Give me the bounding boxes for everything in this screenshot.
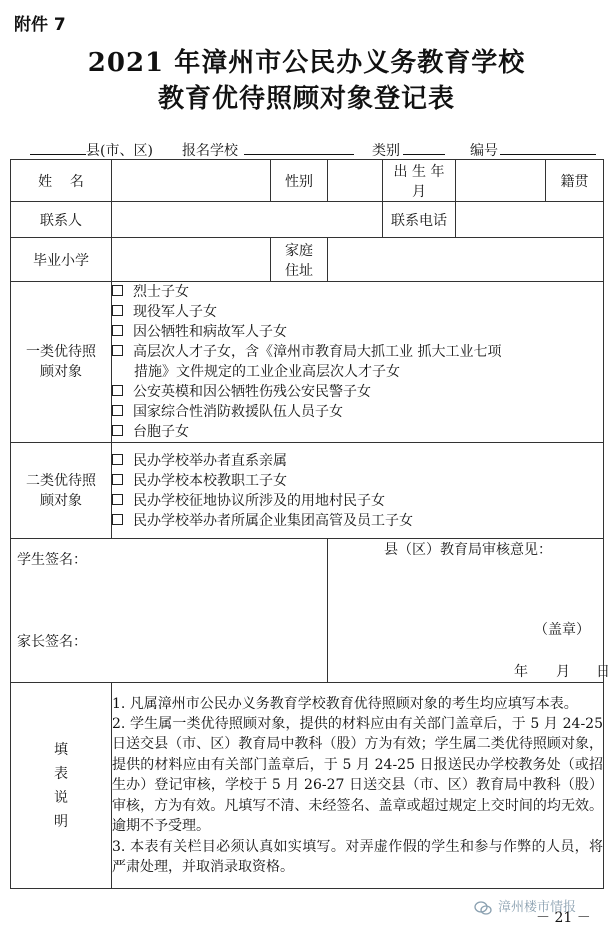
number-field[interactable] bbox=[500, 140, 596, 159]
registration-table bbox=[10, 159, 610, 889]
option-fallen-soldier-children[interactable]: 因公牺牲和病故军人子女 bbox=[112, 322, 603, 342]
county-field[interactable] bbox=[30, 140, 86, 159]
checkbox[interactable] bbox=[112, 474, 123, 485]
category2-options bbox=[112, 443, 604, 539]
phone-input[interactable] bbox=[456, 202, 604, 238]
document-title: 2021 年漳州市公民办义务教育学校 bbox=[87, 48, 526, 78]
year-label: 年 bbox=[514, 664, 528, 680]
checkbox[interactable] bbox=[112, 285, 123, 296]
day-label: 日 bbox=[596, 664, 610, 680]
birth-label bbox=[383, 160, 456, 202]
notes-label-char: 填 bbox=[54, 741, 68, 758]
parent-signature-label: 家长签名： bbox=[17, 634, 87, 650]
document-subtitle: 教育优待照顾对象登记表 bbox=[157, 84, 455, 114]
category1-label-line1: 一类优待照 bbox=[26, 344, 96, 360]
bureau-review-label: 县（区）教育局审核意见： bbox=[384, 542, 552, 558]
number-label: 编号 bbox=[470, 143, 498, 159]
contact-label: 联系人 bbox=[11, 202, 112, 238]
notes-content bbox=[112, 683, 604, 889]
category-label: 类别 bbox=[372, 143, 400, 159]
page-number: － 21 － bbox=[536, 910, 591, 926]
option-staff-children[interactable]: 民办学校本校教职工子女 bbox=[112, 471, 603, 491]
notes-label-char: 表 bbox=[54, 765, 68, 782]
category2-label bbox=[11, 443, 112, 539]
checkbox[interactable] bbox=[112, 454, 123, 465]
county-label: 县(市、区) bbox=[86, 143, 153, 159]
address-label-line2: 住址 bbox=[285, 262, 313, 279]
option-firefighter-children[interactable]: 国家综合性消防救援队伍人员子女 bbox=[112, 402, 603, 422]
bureau-review-cell[interactable] bbox=[328, 539, 610, 683]
checkbox[interactable] bbox=[112, 494, 123, 505]
option-enterprise-staff-children[interactable]: 民办学校举办者所属企业集团高管及员工子女 bbox=[112, 511, 603, 531]
checkbox[interactable] bbox=[112, 325, 123, 336]
note-item: 3. 本表有关栏目必须认真如实填写。对弄虚作假的学生和参与作弊的人员，将严肃处理，并取消录取资格。 bbox=[112, 838, 603, 875]
option-land-villager-children[interactable]: 民办学校征地协议所涉及的用地村民子女 bbox=[112, 491, 603, 511]
address-label bbox=[271, 238, 328, 282]
primary-school-input[interactable] bbox=[112, 238, 271, 282]
notes-label bbox=[11, 683, 112, 889]
birth-label-line2: 月 bbox=[412, 183, 426, 200]
school-field[interactable] bbox=[244, 140, 354, 159]
primary-school-label: 毕业小学 bbox=[11, 238, 112, 282]
option-founder-relatives[interactable]: 民办学校举办者直系亲属 bbox=[112, 451, 603, 471]
attachment-label: 附件 7 bbox=[14, 15, 66, 35]
checkbox[interactable] bbox=[112, 405, 123, 416]
address-input[interactable] bbox=[328, 238, 604, 282]
gender-label: 性别 bbox=[271, 160, 328, 202]
option-taiwan-compatriot-children[interactable]: 台胞子女 bbox=[112, 422, 603, 442]
phone-label: 联系电话 bbox=[383, 202, 456, 238]
category2-label-line1: 二类优待照 bbox=[26, 472, 96, 489]
name-input[interactable] bbox=[112, 160, 271, 202]
header-fields bbox=[10, 140, 605, 160]
category1-options bbox=[112, 282, 604, 443]
category1-label bbox=[11, 282, 112, 443]
checkbox[interactable] bbox=[112, 345, 123, 356]
option-martyr-children[interactable]: 烈士子女 bbox=[112, 282, 603, 302]
category-field[interactable] bbox=[403, 140, 445, 159]
native-label: 籍贯 bbox=[546, 160, 604, 202]
checkbox[interactable] bbox=[112, 305, 123, 316]
name-label: 姓 名 bbox=[11, 160, 112, 202]
checkbox[interactable] bbox=[112, 425, 123, 436]
note-item: 2. 学生属一类优待照顾对象，提供的材料应由有关部门盖章后，于 5 月 24-25 日送交县（市、区）教育局中教科（股）方为有效；学生属二类优待照顾对象，提供的材料应由有关部门盖章后，于 5 月 24-25 日报送民办学校教务处（或招生办）登记审核，学校于 5 月 26-27 日送交县（市、区）教育局中教科（股）审核，方为有效。凡填写不清、未经签名、盖章或超过规定上交时间的均无效。逾期不予受理。 bbox=[112, 716, 603, 835]
birth-label-line1: 出 生 年 bbox=[393, 163, 445, 180]
seal-label: （盖章） bbox=[534, 622, 590, 638]
wechat-icon bbox=[474, 901, 492, 915]
school-label: 报名学校 bbox=[182, 143, 238, 159]
month-label: 月 bbox=[556, 664, 570, 680]
signature-cell[interactable] bbox=[11, 539, 328, 683]
notes-label-char: 说 bbox=[54, 789, 68, 806]
gender-input[interactable] bbox=[328, 160, 383, 202]
category1-label-line2: 顾对象 bbox=[40, 364, 82, 380]
checkbox[interactable] bbox=[112, 385, 123, 396]
student-signature-label: 学生签名： bbox=[17, 552, 87, 568]
birth-input[interactable] bbox=[456, 160, 546, 202]
option-talent-children-continued: 措施》文件规定的工业企业高层次人才子女 bbox=[134, 364, 400, 380]
option-talent-children[interactable]: 高层次人才子女，含《漳州市教育局大抓工业 抓大工业七项 bbox=[112, 342, 603, 362]
option-soldier-children[interactable]: 现役军人子女 bbox=[112, 302, 603, 322]
option-police-hero-children[interactable]: 公安英模和因公牺牲伤残公安民警子女 bbox=[112, 382, 603, 402]
note-item: 1. 凡属漳州市公民办义务教育学校教育优待照顾对象的考生均应填写本表。 bbox=[112, 695, 578, 712]
category2-label-line2: 顾对象 bbox=[40, 492, 82, 509]
notes-label-char: 明 bbox=[54, 813, 68, 830]
contact-input[interactable] bbox=[112, 202, 383, 238]
checkbox[interactable] bbox=[112, 514, 123, 525]
address-label-line1: 家庭 bbox=[285, 242, 313, 259]
watermark-text: 漳州楼市情报 bbox=[498, 900, 577, 915]
